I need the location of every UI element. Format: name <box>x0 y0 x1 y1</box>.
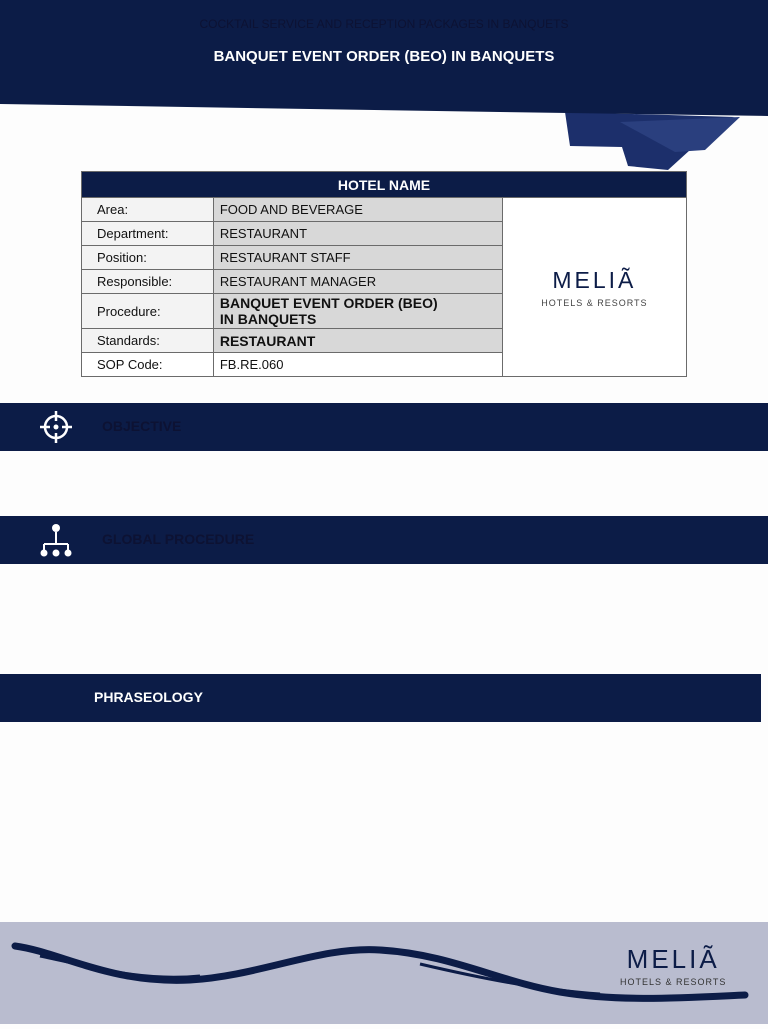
position-label: Position: <box>82 246 214 270</box>
area-label: Area: <box>82 198 214 222</box>
sop-code-value: FB.RE.060 <box>213 353 502 377</box>
global-procedure-heading: GLOBAL PROCEDURE <box>102 531 255 547</box>
global-procedure-section-header <box>0 516 768 564</box>
standards-label: Standards: <box>82 329 214 353</box>
melia-logo-subtitle: HOTELS & RESORTS <box>541 297 648 308</box>
responsible-label: Responsible: <box>82 270 214 294</box>
department-value: RESTAURANT <box>213 222 502 246</box>
standards-value: RESTAURANT <box>213 329 502 353</box>
footer-logo-subtitle: HOTELS & RESORTS <box>620 977 727 987</box>
footer-logo-word: MELIÃ <box>626 944 720 974</box>
sop-code-label: SOP Code: <box>82 353 214 377</box>
hotel-name-heading: HOTEL NAME <box>82 172 687 198</box>
objective-section-header <box>0 403 768 451</box>
area-value: FOOD AND BEVERAGE <box>213 198 502 222</box>
position-value: RESTAURANT STAFF <box>213 246 502 270</box>
procedure-value <box>213 294 502 329</box>
footer-melia-logo <box>620 944 726 987</box>
sop-info-table <box>81 171 687 377</box>
document-title: BANQUET EVENT ORDER (BEO) IN BANQUETS <box>213 48 555 65</box>
phraseology-section-header <box>0 674 761 722</box>
melia-logo <box>502 198 686 377</box>
melia-logo-word: MELIÃ <box>552 266 637 293</box>
objective-heading: OBJECTIVE <box>102 418 182 434</box>
responsible-value: RESTAURANT MANAGER <box>213 270 502 294</box>
department-label: Department: <box>82 222 214 246</box>
procedure-label: Procedure: <box>82 294 214 329</box>
org-chart-icon <box>38 522 74 558</box>
phraseology-heading: PHRASEOLOGY <box>94 689 203 705</box>
procedure-value-line2: IN BANQUETS <box>219 311 317 327</box>
document-subtitle: COCKTAIL SERVICE AND RECEPTION PACKAGES IN BANQUETS <box>199 17 569 31</box>
target-icon <box>38 409 74 445</box>
procedure-value-line1: BANQUET EVENT ORDER (BEO) <box>219 295 438 311</box>
